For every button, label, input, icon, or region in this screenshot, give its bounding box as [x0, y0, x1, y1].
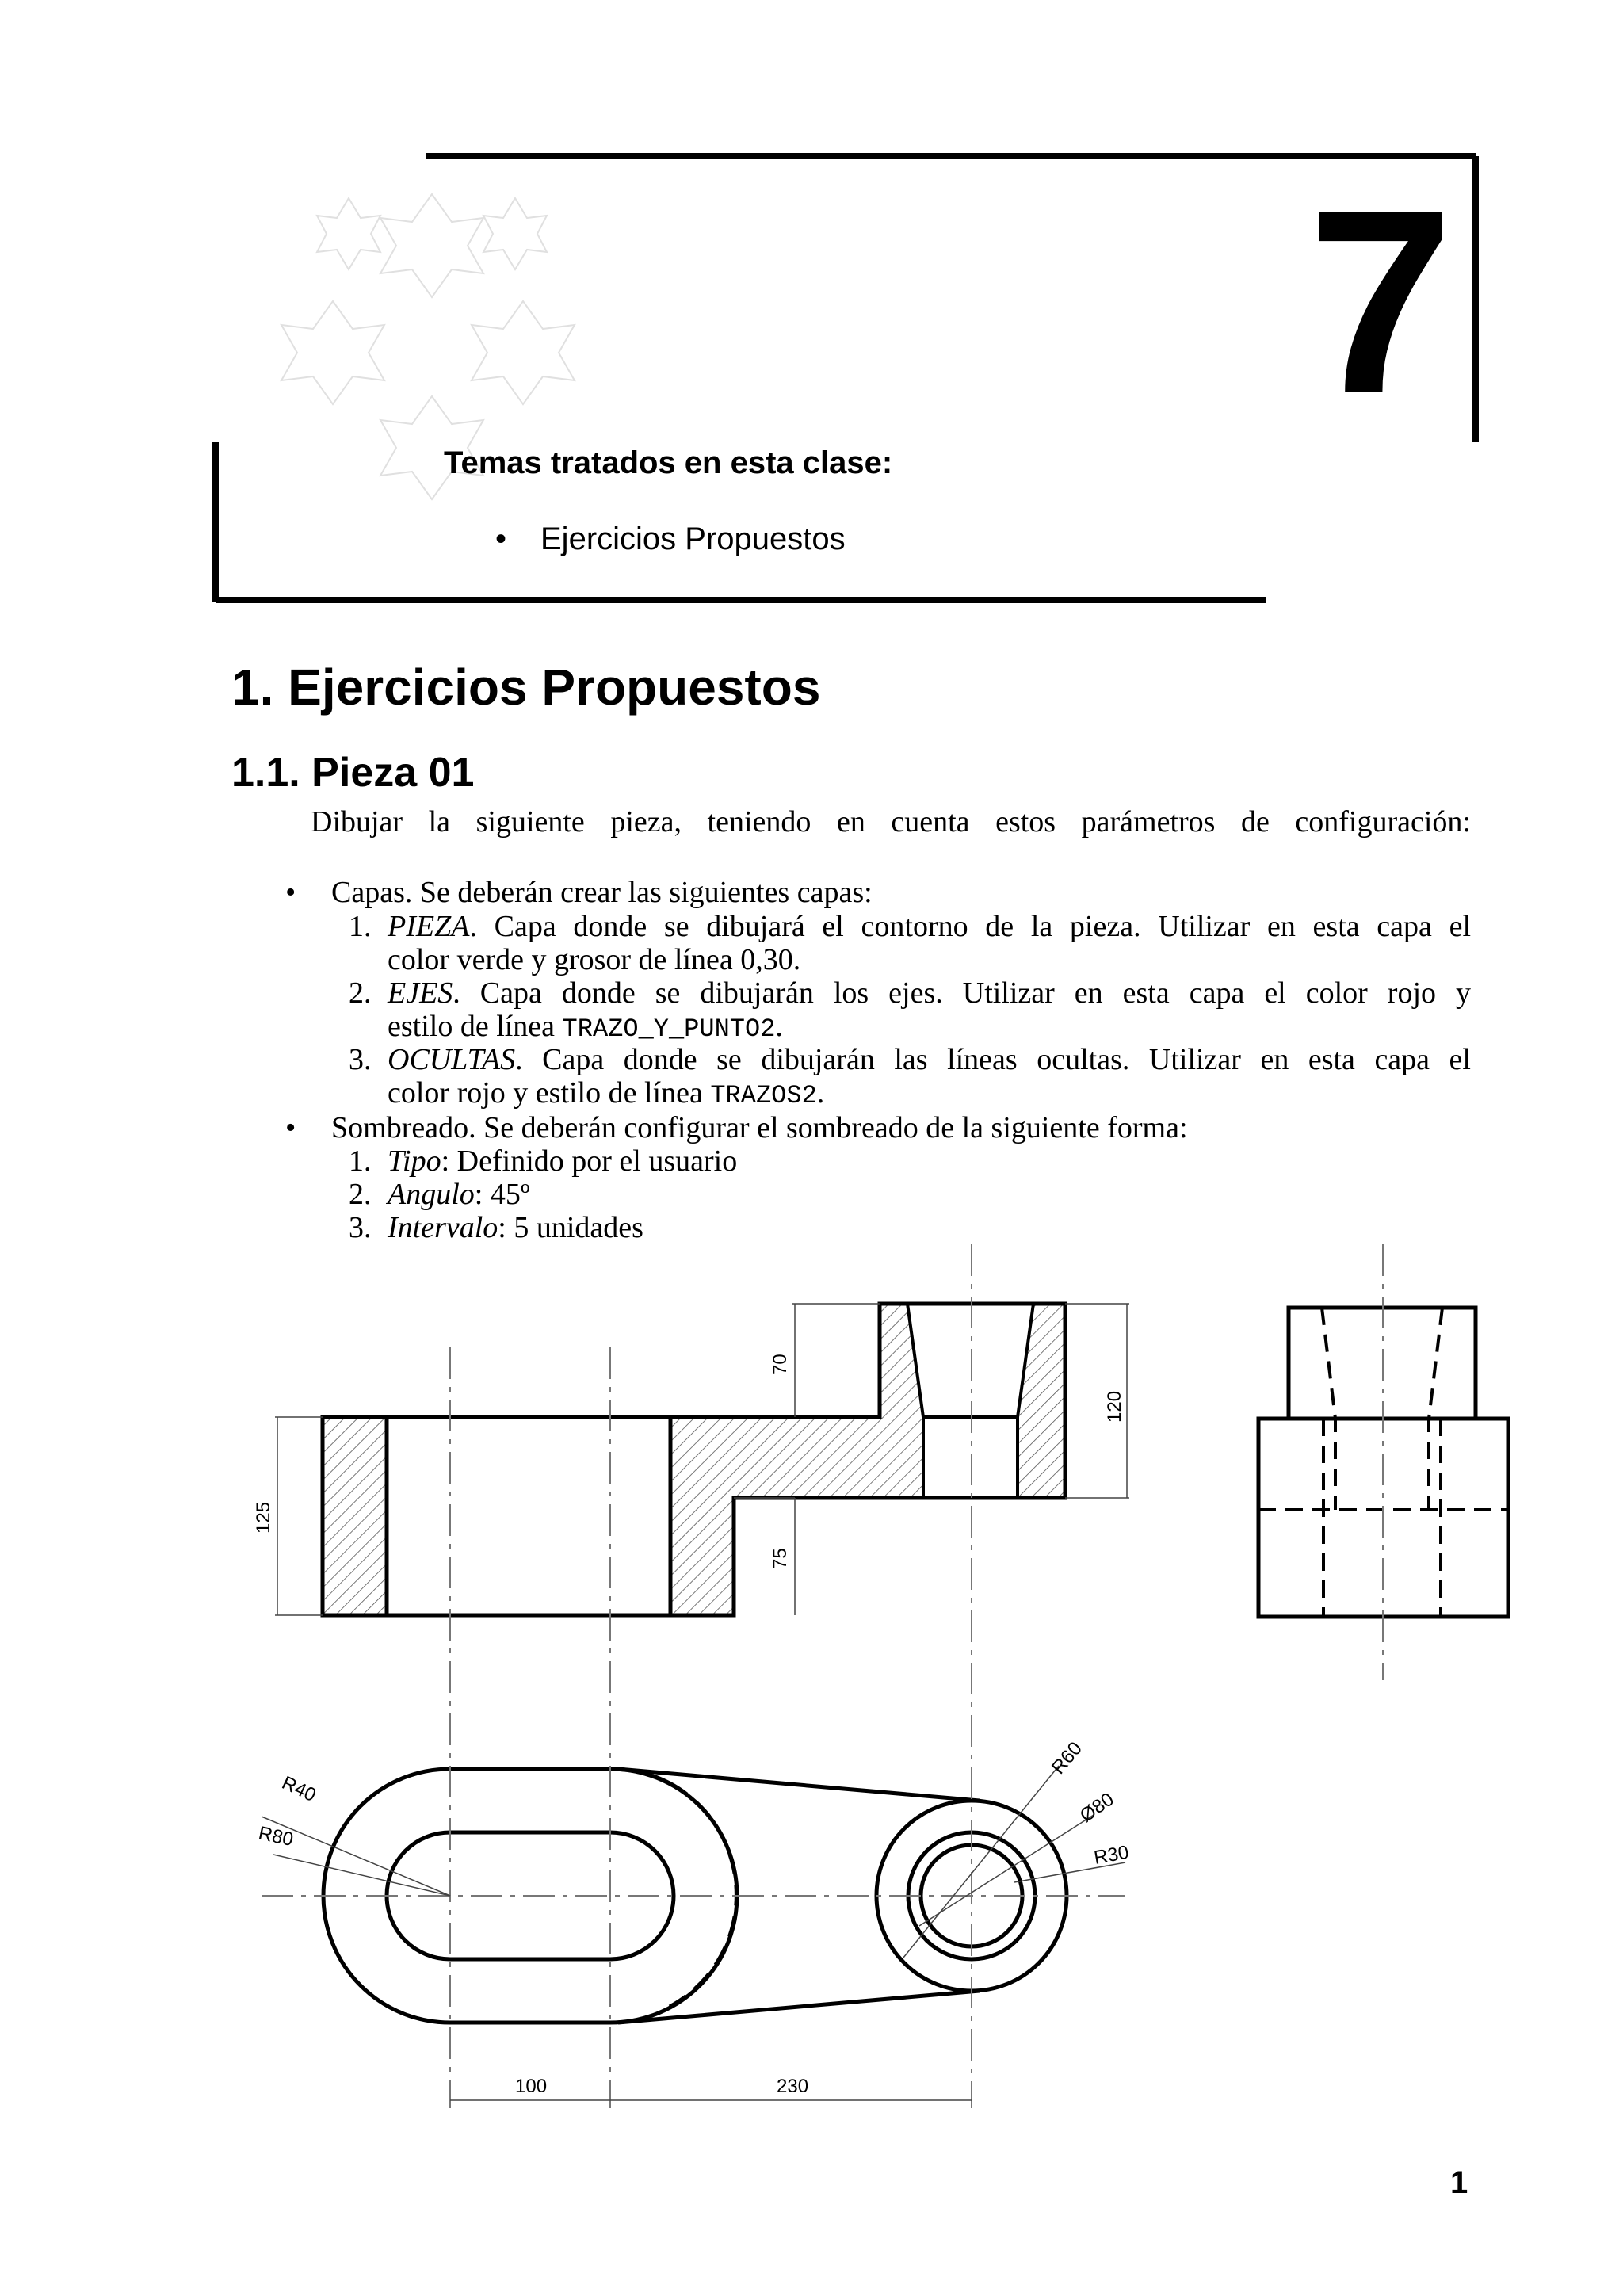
dim-o80: Ø80 [1075, 1788, 1118, 1827]
linetype-code: TRAZO_Y_PUNTO2 [562, 1014, 776, 1044]
dim-r40: R40 [278, 1771, 319, 1807]
list-number: 1. [349, 910, 372, 943]
intro-paragraph [231, 805, 1471, 839]
dim-r60: R60 [1047, 1737, 1086, 1778]
bullet-label-sombreado: Sombreado. Se deberán configurar el sombreado de la siguiente forma: [331, 1111, 1188, 1144]
topic-item: Ejercicios Propuestos [540, 521, 846, 556]
dim-r80: R80 [256, 1822, 296, 1851]
section-title: 1. Ejercicios Propuestos [231, 659, 821, 716]
dim-230: 230 [777, 2076, 809, 2097]
bullet-icon: • [495, 521, 507, 556]
dim-70: 70 [769, 1354, 791, 1375]
list-item-text: : Definido por el usuario [441, 1144, 738, 1178]
technical-drawing [0, 1236, 1623, 2140]
layer-name: EJES [388, 976, 453, 1010]
param-name: Tipo [388, 1144, 441, 1178]
topics-title: Temas tratados en esta clase: [444, 445, 893, 480]
param-name: Intervalo [388, 1211, 498, 1244]
list-item [388, 1144, 737, 1178]
bullet-icon: • [285, 876, 296, 909]
list-item-text: . Capa donde se dibujará el contorno de la pieza. Utilizar en esta capa el [469, 910, 1471, 943]
dim-125: 125 [253, 1501, 274, 1534]
subsection-title: 1.1. Pieza 01 [231, 750, 475, 796]
list-number: 3. [349, 1211, 372, 1244]
list-number: 1. [349, 1144, 372, 1178]
layer-name: PIEZA [388, 910, 470, 943]
list-number: 2. [349, 1178, 372, 1211]
list-item-text: . [816, 1076, 825, 1110]
list-item [388, 910, 1471, 943]
param-name: Angulo [388, 1178, 475, 1211]
list-item-text: : 5 unidades [498, 1211, 643, 1244]
list-number: 2. [349, 976, 372, 1010]
list-item [388, 1076, 824, 1113]
list-item-text: . Capa donde se dibujarán las líneas ocultas. Utilizar en esta capa el [515, 1043, 1471, 1076]
dim-75: 75 [769, 1548, 791, 1569]
dim-120: 120 [1104, 1390, 1125, 1423]
bullet-icon: • [285, 1111, 296, 1144]
list-item-text: estilo de línea [388, 1010, 563, 1043]
list-item [388, 976, 1471, 1010]
list-item [388, 1010, 783, 1046]
linetype-code: TRAZOS2 [710, 1081, 817, 1110]
list-item-text: color rojo y estilo de línea [388, 1076, 711, 1110]
bullet-label-capas: Capas. Se deberán crear las siguientes capas: [331, 876, 873, 909]
center-lines [262, 1244, 1383, 2108]
list-item-text: : 45º [474, 1178, 530, 1211]
layer-name: OCULTAS [388, 1043, 516, 1076]
dim-100: 100 [515, 2076, 548, 2097]
list-number: 3. [349, 1043, 372, 1076]
intro-text: Dibujar la siguiente pieza, teniendo en cuenta estos parámetros de configuración: [311, 805, 1471, 839]
page-number: 1 [1450, 2165, 1468, 2200]
front-section-view [323, 1304, 1065, 1615]
list-item [388, 1178, 530, 1211]
list-item [388, 1043, 1471, 1076]
dim-r30: R30 [1092, 1841, 1131, 1869]
list-item-text: . [775, 1010, 783, 1043]
list-item-text: color verde y grosor de línea 0,30. [388, 943, 801, 976]
list-item-text: . Capa donde se dibujarán los ejes. Utilizar en esta capa el color rojo y [453, 976, 1471, 1010]
chapter-number: 7 [1308, 155, 1453, 447]
